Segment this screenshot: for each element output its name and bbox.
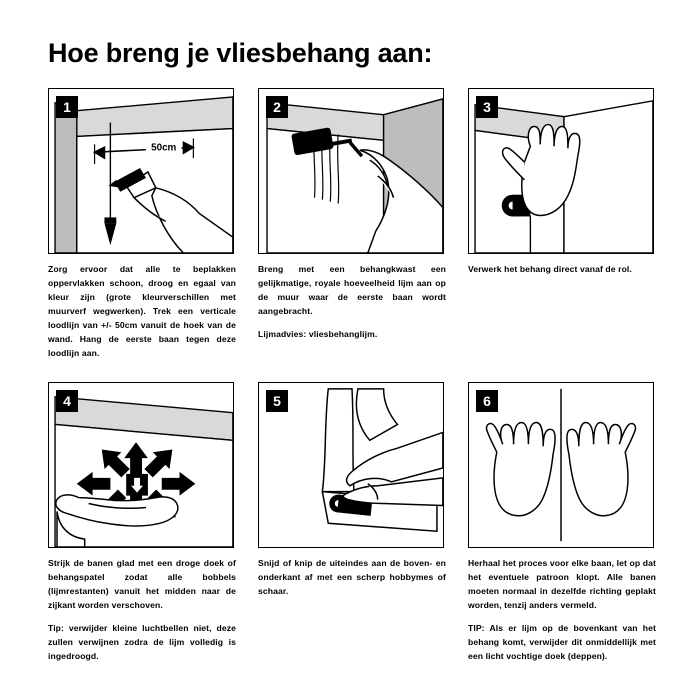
step-caption-2-p1: Breng met een behangkwast een gelijkmatige, royale hoeveelheid lijm aan op de muur waar de eerste baan wordt aangebracht. <box>258 264 446 316</box>
step-caption-2 <box>258 263 446 342</box>
step-illustration-3 <box>468 88 654 254</box>
step-caption-6-p1: Herhaal het proces voor elke baan, let op dat het eventuele patroon klopt. Alle banen moeten normaal in dezelfde richting geplakt worden, tenzij anders vermeld. <box>468 558 656 611</box>
step-cell-2 <box>258 88 446 360</box>
step-illustration-1 <box>48 88 234 254</box>
step-cell-5 <box>258 382 446 663</box>
step-cell-6 <box>468 382 656 663</box>
step-illustration-2 <box>258 88 444 254</box>
step-caption-4 <box>48 557 236 663</box>
page-title: Hoe breng je vliesbehang aan: <box>48 38 433 68</box>
step-number-badge-3: 3 <box>476 96 498 118</box>
step-number-badge-5: 5 <box>266 390 288 412</box>
step-cell-4 <box>48 382 236 663</box>
step-illustration-4 <box>48 382 234 548</box>
step-caption-4-p1: Strijk de banen glad met een droge doek of behangspatel zodat alle bobbels (lijmrestanten) vanuit het midden naar de zijkant worden verschoven. <box>48 558 236 611</box>
svg-text:50cm: 50cm <box>151 142 177 154</box>
step-caption-5 <box>258 557 446 599</box>
step-caption-1 <box>48 263 236 360</box>
step-illustration-6 <box>468 382 654 548</box>
steps-row-bottom <box>48 382 656 663</box>
step-caption-4-p2: Tip: verwijder kleine luchtbellen niet, deze zullen verwijnen zodra de lijm volledig is ingedroogd. <box>48 623 236 661</box>
step-number-badge-4: 4 <box>56 390 78 412</box>
step-cell-1 <box>48 88 236 360</box>
steps-row-top <box>48 88 656 360</box>
step-caption-1-p1: Zorg ervoor dat alle te beplakken oppervlakken schoon, droog en egaal van kleur zijn (grote kleurverschillen met muurverf wegwerken). Trek een verticale loodlijn van +/- 50cm vanuit de hoek van de wand. Hang de eerste baan tegen deze loodlijn aan. <box>48 264 236 358</box>
steps-grid <box>48 88 656 664</box>
step-caption-6-p2: TIP: Als er lijm op de bovenkant van het behang komt, verwijder dit onmiddellijk met een licht vochtige doek (deppen). <box>468 623 656 661</box>
step-caption-5-p1: Snijd of knip de uiteindes aan de boven- en onderkant af met een scherp hobbymes of schaar. <box>258 558 446 597</box>
step-illustration-5 <box>258 382 444 548</box>
step-caption-3 <box>468 263 656 277</box>
step-caption-2-p2: Lijmadvies: vliesbehanglijm. <box>258 328 378 339</box>
step-caption-6 <box>468 557 656 663</box>
step-number-badge-2: 2 <box>266 96 288 118</box>
step-number-badge-1: 1 <box>56 96 78 118</box>
step-caption-3-p1: Verwerk het behang direct vanaf de rol. <box>468 264 632 274</box>
step-cell-3 <box>468 88 656 360</box>
step-number-badge-6: 6 <box>476 390 498 412</box>
